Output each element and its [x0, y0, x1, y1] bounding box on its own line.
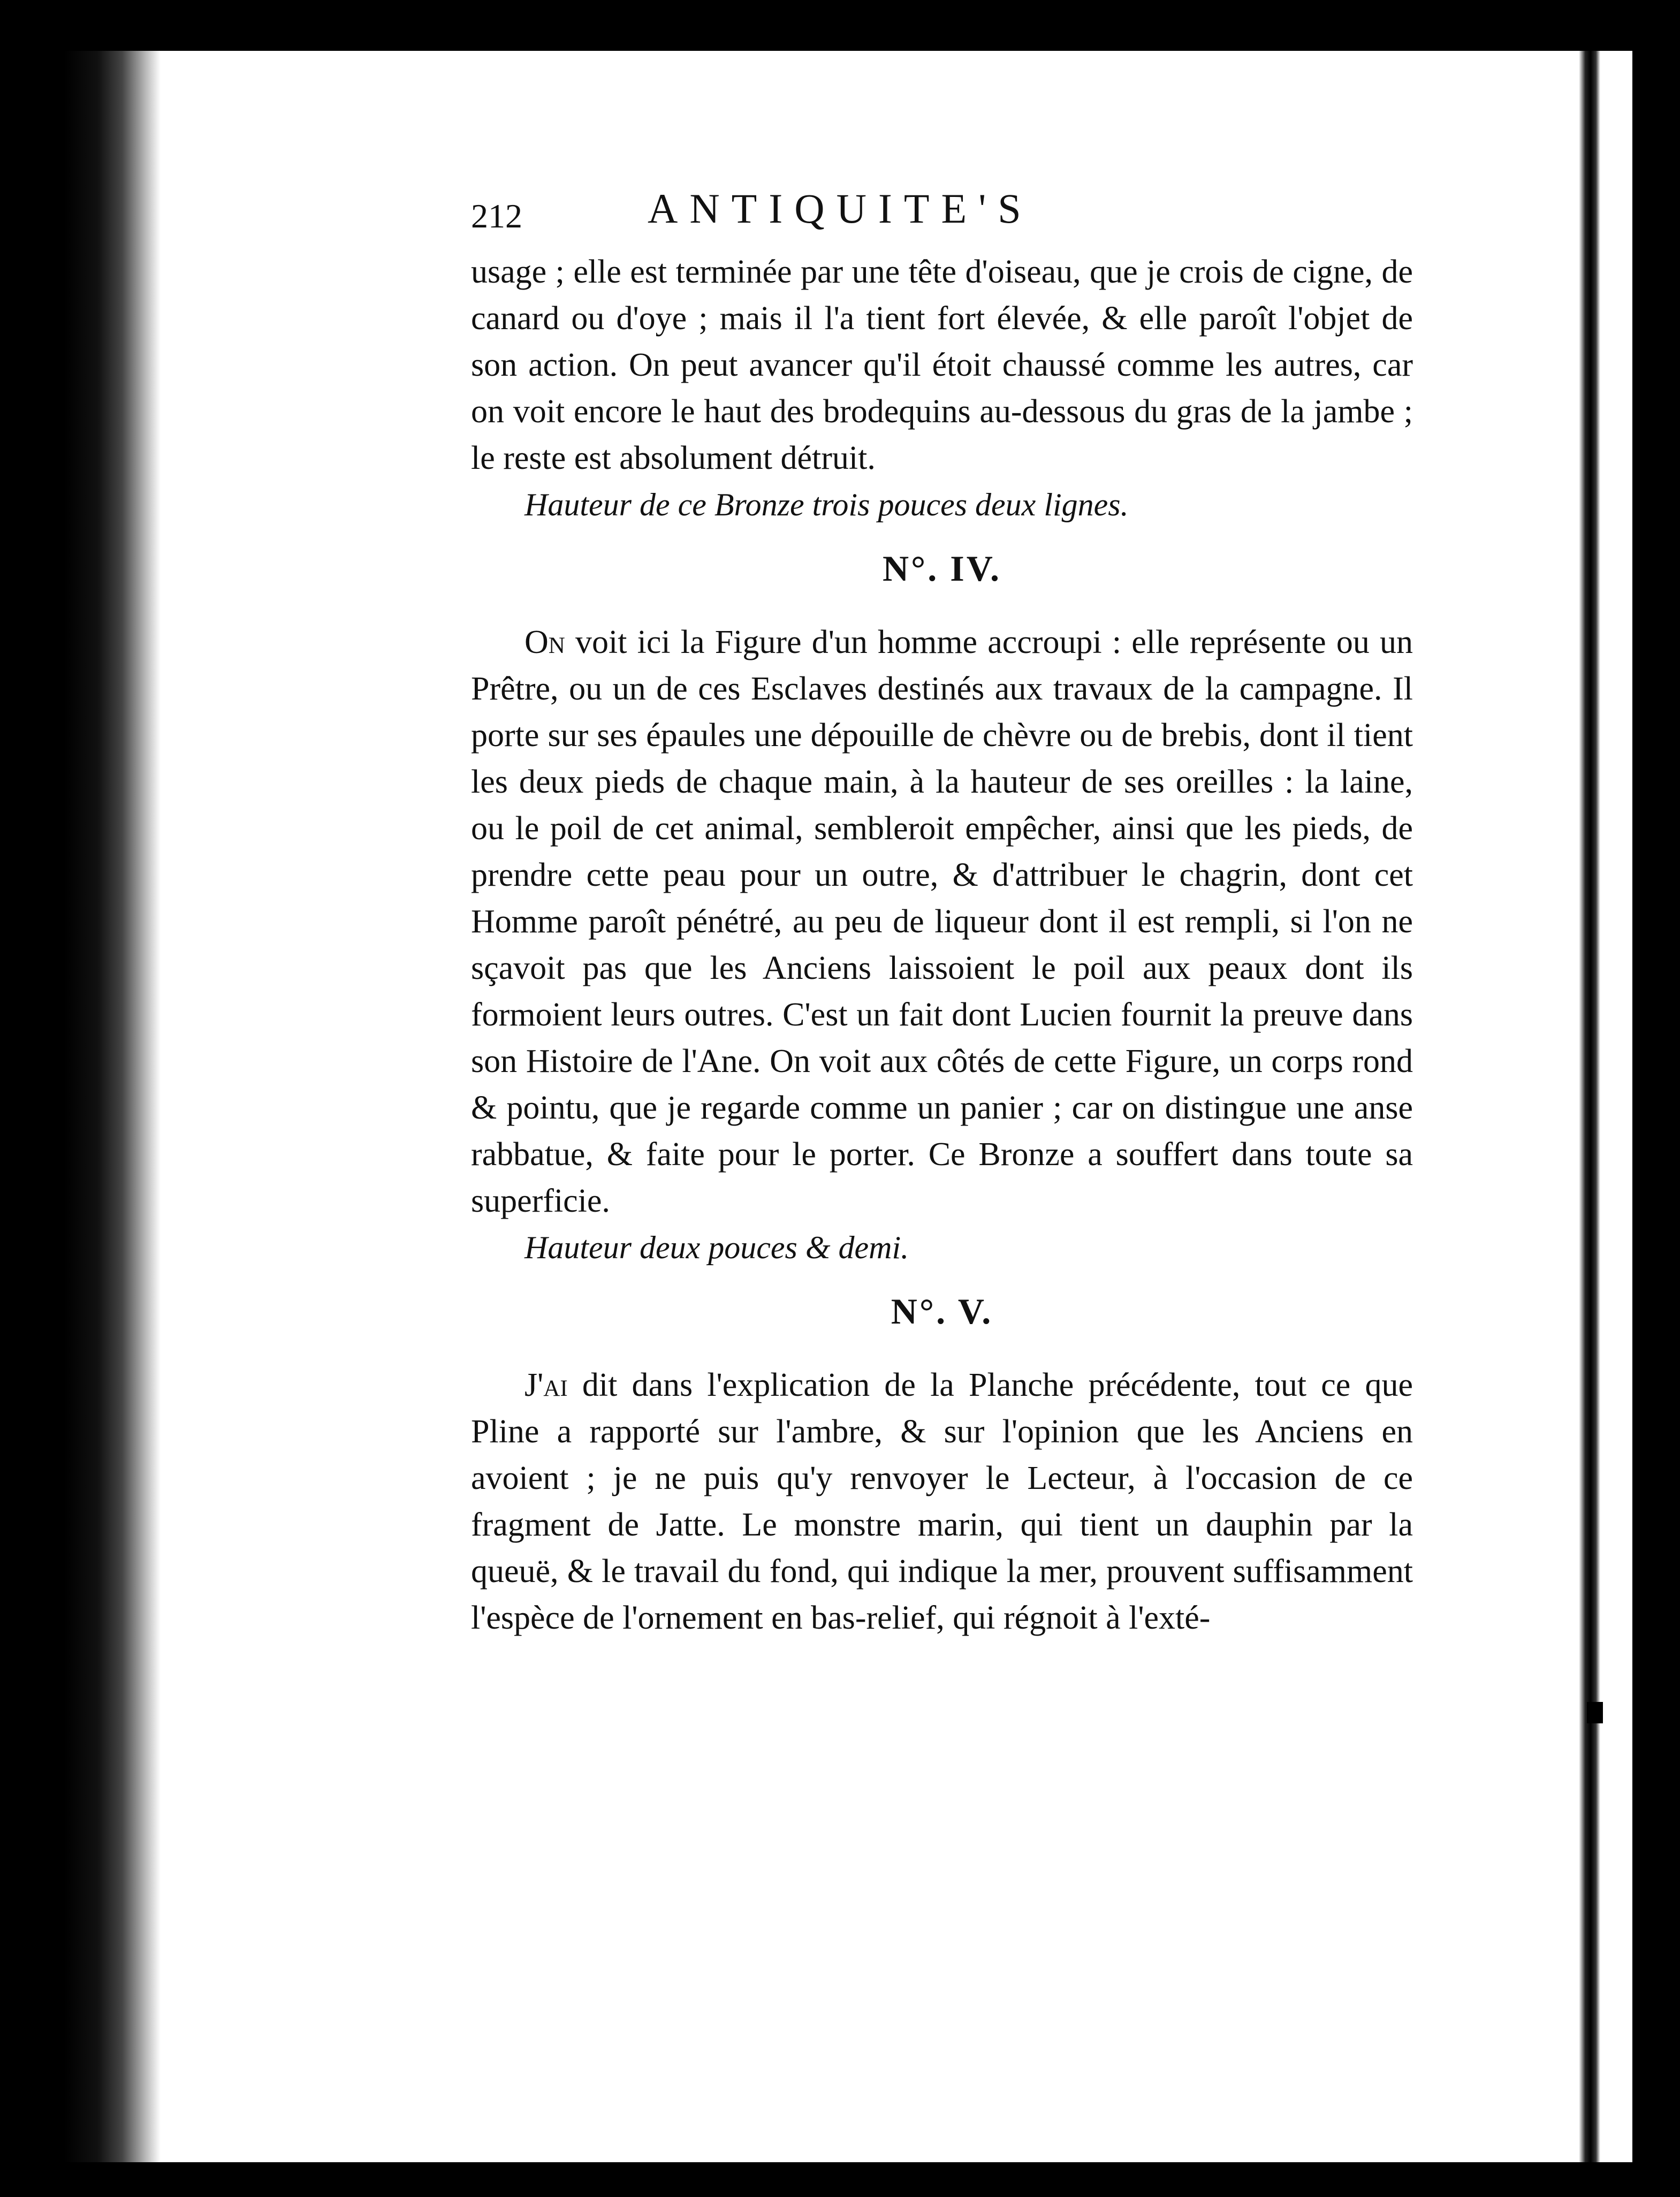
lead-word-v: J'ai: [524, 1367, 568, 1403]
running-head: [471, 185, 1413, 249]
page-edge: [1579, 51, 1600, 2162]
text-block: [471, 185, 1413, 1641]
paragraph-iv: [471, 619, 1413, 1225]
section-heading-iv: N°. IV.: [882, 548, 1002, 589]
binding-gutter: [64, 51, 161, 2162]
page-number: 212: [471, 197, 522, 235]
caption-iii: Hauteur de ce Bronze trois pouces deux lignes.: [524, 487, 1129, 522]
paragraph-iv-body: voit ici la Figure d'un homme accroupi : elle représente ou un Prêtre, ou un de ces Esclaves destinés aux travaux de la campagne. Il porte sur ses épaules une dépouille de chèvre ou de brebis, dont il tient les deux pieds de chaque main, à la hauteur de ses oreilles : la laine, ou le poil de cet animal, sembleroit empêcher, ainsi que les pieds, de prendre cette peau pour un outre, & d'attribuer le chagrin, dont cet Homme paroît pénétré, au peu de liqueur dont il est rempli, si l'on ne sçavoit pas que les Anciens laissoient le poil aux peaux dont ils formoient leurs outres. C'est un fait dont Lucien fournit la preuve dans son Histoire de l'Ane. On voit aux côtés de cette Figure, un corps rond & pointu, que je regarde comme un panier ; car on distingue une anse rabbatue, & faite pour le porter. Ce Bronze a souffert dans toute sa superficie.: [471, 624, 1413, 1219]
paragraph-v: [471, 1362, 1413, 1641]
section-heading-v: N°. V.: [891, 1291, 993, 1332]
running-title: ANTIQUITE'S: [648, 185, 1033, 232]
continuation-paragraph: usage ; elle est terminée par une tête d'oiseau, que je crois de cigne, de canard ou d'oye ; mais il l'a tient fort élevée, & elle paroît l'objet de son action. On peut avancer qu'il étoit chaussé comme les autres, car on voit encore le haut des brodequins au-dessous du gras de la jambe ; le reste est absolument détruit.: [471, 254, 1413, 476]
edge-mark: [1587, 1702, 1603, 1723]
lead-word-iv: On: [524, 624, 565, 660]
caption-iv: Hauteur deux pouces & demi.: [524, 1230, 909, 1265]
paragraph-v-body: dit dans l'explication de la Planche précédente, tout ce que Pline a rapporté sur l'ambre, & sur l'opinion que les Anciens en avoient ; je ne puis qu'y renvoyer le Lecteur, à l'occasion de ce fragment de Jatte. Le monstre marin, qui tient un dauphin par la queuë, & le travail du fond, qui indique la mer, prouvent suffisamment l'espèce de l'ornement en bas-relief, qui régnoit à l'exté-: [471, 1367, 1413, 1636]
